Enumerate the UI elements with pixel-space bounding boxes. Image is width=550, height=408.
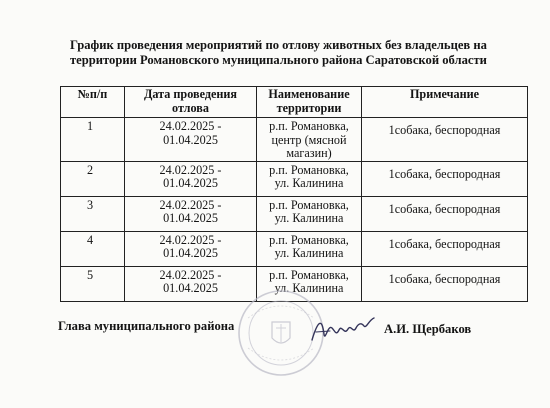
territory-line: центр (мясной xyxy=(271,132,347,147)
territory-line: ул. Калинина xyxy=(274,211,344,225)
territory-line: ул. Калинина xyxy=(274,281,344,295)
territory-line: ул. Калинина xyxy=(274,176,344,190)
row-number: 2 xyxy=(61,161,125,196)
date-start: 24.02.2025 - xyxy=(159,119,222,133)
territory-line: р.п. Романовка, xyxy=(269,267,349,282)
header-note: Примечание xyxy=(362,87,528,118)
territory-line: р.п. Романовка, xyxy=(269,232,349,247)
table-row xyxy=(61,231,528,266)
territory-line: р.п. Романовка, xyxy=(269,119,349,133)
table-row xyxy=(61,118,528,162)
row-territory xyxy=(257,118,362,162)
title-line-2: территории Романовского муниципального района Саратовской области xyxy=(70,53,487,67)
date-end: 01.04.2025 xyxy=(163,281,218,295)
date-start: 24.02.2025 - xyxy=(159,232,222,247)
table-row xyxy=(61,161,528,196)
date-end: 01.04.2025 xyxy=(163,132,218,147)
date-start: 24.02.2025 - xyxy=(159,162,222,177)
header-number: №п/п xyxy=(61,87,125,118)
territory-line: ул. Калинина xyxy=(274,246,344,260)
signatory-position: Глава муниципального района xyxy=(58,319,235,333)
row-date xyxy=(125,196,257,231)
row-note: 1собака, беспородная xyxy=(362,161,528,196)
date-end: 01.04.2025 xyxy=(163,246,218,260)
date-end: 01.04.2025 xyxy=(163,176,218,190)
row-note: 1собака, беспородная xyxy=(362,118,528,162)
handwritten-signature-icon xyxy=(306,314,378,346)
row-date xyxy=(125,118,257,162)
header-territory: Наименование территории xyxy=(257,87,362,118)
signatory-name: А.И. Щербаков xyxy=(384,322,472,336)
document-title xyxy=(70,38,540,68)
header-date: Дата проведения отлова xyxy=(125,87,257,118)
row-number: 3 xyxy=(61,196,125,231)
territory-line: р.п. Романовка, xyxy=(269,162,349,177)
row-number: 5 xyxy=(61,266,125,301)
row-note: 1собака, беспородная xyxy=(362,266,528,301)
schedule-table xyxy=(60,86,528,302)
title-line-1: График проведения мероприятий по отлову животных без владельцев на xyxy=(70,38,487,52)
date-start: 24.02.2025 - xyxy=(159,267,222,282)
row-note: 1собака, беспородная xyxy=(362,231,528,266)
row-territory xyxy=(257,231,362,266)
date-end: 01.04.2025 xyxy=(163,211,218,225)
row-note: 1собака, беспородная xyxy=(362,196,528,231)
row-number: 4 xyxy=(61,231,125,266)
table-header-row xyxy=(61,87,528,118)
territory-line: р.п. Романовка, xyxy=(269,197,349,212)
date-start: 24.02.2025 - xyxy=(159,197,222,212)
row-territory xyxy=(257,196,362,231)
row-territory xyxy=(257,161,362,196)
table-row xyxy=(61,196,528,231)
row-number: 1 xyxy=(61,118,125,162)
territory-line: магазин) xyxy=(286,146,332,160)
row-date xyxy=(125,161,257,196)
row-date xyxy=(125,231,257,266)
